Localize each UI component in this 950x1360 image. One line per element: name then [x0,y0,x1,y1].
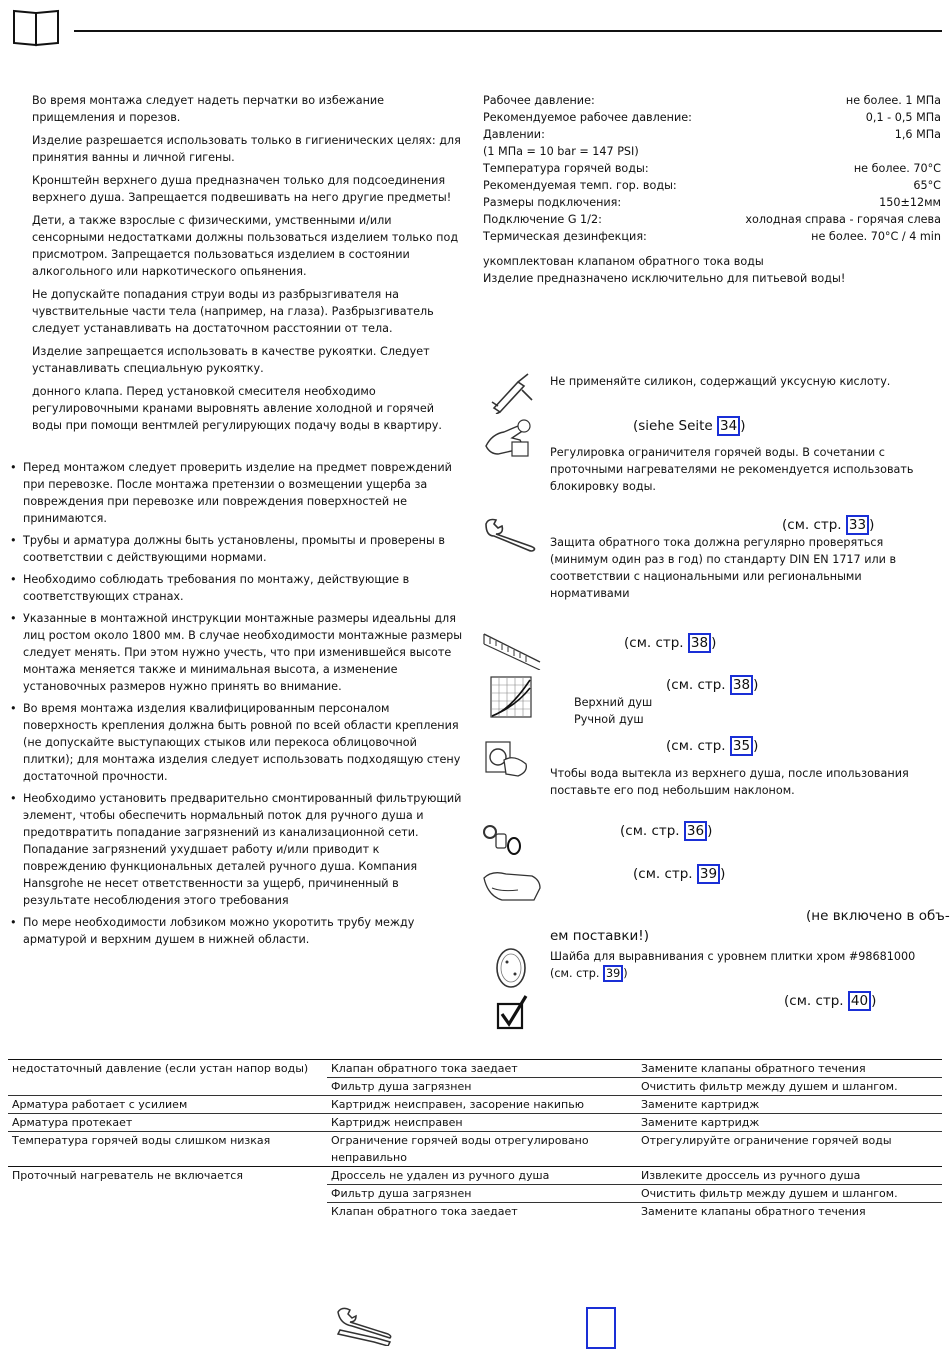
not-included-note: (не включено в объ- [806,908,950,924]
safety-note: Кронштейн верхнего душа предназначен только для подсоединения верхнего душа. Запрещается подвешивать на него другие предметы! [32,174,452,204]
table-row: Фильтр душа загрязнен Очистить фильтр между душем и шлангом. [8,1185,942,1203]
table-row: недостаточный давление (если устан напор воды) Клапан обратного тока заедает Замените клапаны обратного течения [8,1060,942,1078]
spec-row: Размеры подключения: 150±12мм [483,196,941,209]
safety-note: Изделие запрещается использовать в качестве рукоятки. Следует устанавливать специальную рукоятку. [32,345,430,375]
safety-note: Во время монтажа следует надеть перчатки во избежание прищемления и порезов. [32,94,385,124]
tech-specs [483,92,941,245]
page-link[interactable]: 39 [697,864,720,884]
mounting-note: • Трубы и арматура должны быть установлены, промыты и проверены в соответствии с действующими нормами. [10,532,466,566]
mounting-note: • Во время монтажа изделия квалифицированным персоналом поверхность крепления должна быть ровной по всей области крепления (не допускайте выступающих стыков или перекоса облицовочной плитки); для монтажа изделия следует использовать подходящую стену достаточной прочности. [10,700,466,785]
thermostat-hand-icon [484,738,530,778]
filter-parts-icon [482,822,522,858]
table-row: Клапан обратного тока заедает Замените клапаны обратного течения [8,1203,942,1221]
mounting-notes [10,459,466,953]
silicone-gun-icon [488,372,536,414]
page-link[interactable]: 38 [688,633,711,653]
spec-row: Термическая дезинфекция: не более. 70°C / 4 min [483,230,941,243]
washer-icon [494,946,528,990]
page-ref: (см. стр. 35 ) [666,738,759,754]
ruler-level-icon [482,632,542,670]
page-ref: (см. стр. 38 ) [666,677,759,693]
table-row: Арматура работает с усилием Картридж неисправен, засорение накипью Замените картридж [8,1096,942,1114]
maintenance-note: Защита обратного тока должна регулярно проверяться (минимум один раз в год) по стандарту DIN EN 1717 или в соответствии с национальными или региональными нормативами [550,536,897,600]
silicone-warning: Не применяйте силикон, содержащий уксусную кислоту. [550,375,891,388]
page-link[interactable]: 38 [730,675,753,695]
drain-note: Чтобы вода вытекла из верхнего душа, после ипользования поставьте его под небольшим наклоном. [550,767,909,797]
spec-row: Подключение G 1/2: холодная справа - горячая слева [483,213,941,226]
troubleshooting-table [8,1059,942,1220]
washer-note: Шайба для выравнивания с уровнем плитки хром #98681000 [550,950,916,963]
table-row: Фильтр душа загрязнен Очистить фильтр между душем и шлангом. [8,1078,942,1096]
wrench-icon [482,516,542,552]
spec-row: Рабочее давление: не более. 1 МПа [483,94,941,107]
page-link[interactable]: 35 [730,736,753,756]
safety-note: Изделие разрешается использовать только в гигиенических целях: для принятия ванны и личной гигены. [32,134,461,164]
spec-row: Рекомендуемая темп. гор. воды: 65°C [483,179,941,192]
page-link[interactable]: 36 [684,821,707,841]
page-ref: (см. стр. 40 ) [784,993,877,1009]
book-icon [12,7,62,47]
spec-row: Давлении: 1,6 МПа [483,128,941,141]
overhead-shower-label: Верхний душ [574,696,653,709]
page-ref: (см. стр. 36 ) [620,823,713,839]
mounting-note: • Указанные в монтажной инструкции монтажные размеры идеальны для лиц ростом около 1800 мм. В случае необходимости монтажные размеры следует менять. При этом нужно учесть, что при изменившейся высоте монтажа меняется также и минимальная высота, а изменение установочных размеров нужно принять во внимание. [10,610,466,695]
table-row: Проточный нагреватель не включается Дроссель не удален из ручного душа Извлеките дроссель из ручного душа [8,1167,942,1185]
mounting-note: • По мере необходимости лобзиком можно укоротить трубу между арматурой и верхним душем в нижней области. [10,914,466,948]
spec-row: Рекомендуемое рабочее давление: 0,1 - 0,5 МПа [483,111,941,124]
header-rule [74,30,942,32]
flow-chart-icon [490,676,532,718]
spec-row: (1 МПа = 10 bar = 147 PSI) [483,145,639,158]
safety-note: донного клапа. Перед установкой смесителя необходимо регулировочными кранами выровнять авление холодной и горячей воды при помощи вентмлей регулирующих подачу воды в квартиру. [32,385,442,432]
page-ref: (см. стр. 39 ) [633,866,726,882]
mounting-note: • Перед монтажом следует проверить изделие на предмет повреждений при перевозке. После монтажа претензии о возмещении ущерба за повреждения при перевозке или повреждения поверхностей не принимаются. [10,459,466,527]
page-link[interactable]: 33 [846,515,869,535]
page-link[interactable]: 40 [848,991,871,1011]
table-row: Арматура протекает Картридж неисправен Замените картридж [8,1114,942,1132]
mounting-note: • Необходимо установить предварительно смонтированный фильтрующий элемент, чтобы обеспечить нормальный поток для ручного душа и предотвратить попадание загрязнений из канализационной сети. Попадание загрязнений ухудшает работу и/или приводит к повреждению функциональных деталей ручного душа. Компания Hansgrohe не несет ответственности за ущерб, причиненный в результате несоблюдения этого требования [10,790,466,909]
spec-note: Изделие предназначено исключительно для питьевой воды! [483,272,846,285]
hand-shower-label: Ручной душ [574,713,644,726]
table-row: Температура горячей воды слишком низкая Ограничение горячей воды отрегулировано неправильно Отрегулируйте ограничение горячей воды [8,1132,942,1167]
hot-water-note: Регулировка ограничителя горячей воды. В сочетании с проточными нагревателями не рекомендуется использовать блокировку воды. [550,446,914,493]
hand-knob-icon [484,416,536,458]
spec-row: Температура горячей воды: не более. 70°C [483,162,941,175]
page-ref: (см. стр. 38 ) [624,635,717,651]
cleaning-hand-icon [482,866,544,906]
page-ref: (см. стр. 33 ) [782,517,875,533]
page-ref: (siehe Seite 34 ) [633,418,746,434]
page-link-box[interactable] [586,1307,616,1349]
spec-note: укомплектован клапаном обратного тока воды [483,255,764,268]
tools-icon [334,1306,394,1346]
safety-note: Дети, а также взрослые с физическими, умственными и/или сенсорными недостатками должны пользоваться изделием только под присмотром. Запрещается пользоваться изделием в состоянии алкогольного или наркотического опьянения. [32,214,459,278]
not-included-note-cont: ем поставки!) [550,928,649,944]
page-link[interactable]: 34 [717,416,740,436]
page-link[interactable]: 39 [603,965,623,982]
page-ref: (см. стр. 39 ) [550,967,628,980]
safety-note: Не допускайте попадания струи воды из разбрызгивателя на чувствительные части тела (например, на глаза). Разбрызгиватель следует устанавливать на достаточном расстоянии от тела. [32,288,434,335]
mounting-note: • Необходимо соблюдать требования по монтажу, действующие в соответствующих странах. [10,571,466,605]
checkbox-check-icon [496,994,528,1030]
safety-notes [32,92,466,440]
